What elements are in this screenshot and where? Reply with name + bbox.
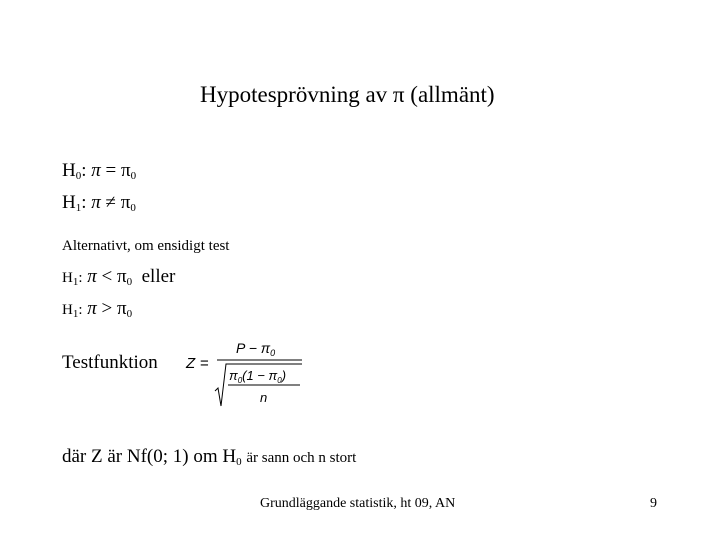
alt1-pi0-sub: 0 [126, 276, 133, 288]
h0-sub: 0 [75, 170, 82, 182]
note-part2: är sann och n stort [246, 450, 357, 466]
alt2-sub: 1 [72, 308, 79, 320]
alt1-colon: : [78, 270, 83, 286]
h0-line [62, 160, 136, 182]
formula-inner-numerator: $\pi_0(1 - \pi_0)$ [229, 368, 287, 385]
slide-title: Hypotesprövning av π (allmänt) [200, 82, 495, 107]
formula-numerator: $P - \pi_0$ [236, 340, 276, 358]
h1-pi: π [91, 192, 101, 213]
h0-colon: : [81, 160, 87, 181]
h1-label: H [62, 192, 76, 213]
alt2-op: > [101, 298, 113, 319]
alt2-colon: : [78, 302, 83, 318]
h0-pi0-sub: 0 [130, 170, 137, 182]
note-part1: där Z är Nf(0; 1) om H [62, 446, 237, 467]
h0-op: = [105, 160, 117, 181]
footer-text: Grundläggande statistik, ht 09, AN [260, 496, 456, 511]
formula-inner-denominator: n [260, 390, 268, 405]
alt1-line [62, 266, 175, 288]
alt2-pi: π [87, 298, 97, 319]
alt1-op: < [101, 266, 113, 287]
h0-label: H [62, 160, 76, 181]
h1-pi0-sub: 0 [130, 202, 136, 214]
h1-line [62, 192, 136, 214]
alt1-trailing: eller [141, 266, 176, 287]
test-label: Testfunktion [62, 352, 158, 373]
formula-eq: = [200, 355, 209, 372]
note-sub: 0 [236, 456, 242, 468]
page-number: 9 [650, 496, 657, 511]
alt1-label: H [62, 270, 73, 286]
alt1-sub: 1 [72, 276, 79, 288]
alternative-heading: Alternativt, om ensidigt test [62, 238, 230, 254]
h1-op: ≠ [105, 192, 116, 213]
z-formula [184, 338, 314, 410]
formula-z: Z [186, 355, 196, 372]
alt2-line [62, 298, 132, 320]
h1-pi0: π [120, 192, 131, 213]
note-line [62, 446, 356, 468]
alt1-pi: π [87, 266, 97, 287]
h1-colon: : [81, 192, 87, 213]
h0-pi: π [91, 160, 101, 181]
alt1-pi0: π [117, 266, 127, 287]
alt2-pi0: π [117, 298, 127, 319]
h1-sub: 1 [75, 202, 82, 214]
alt2-label: H [62, 302, 73, 318]
h0-pi0: π [121, 160, 131, 181]
alt2-pi0-sub: 0 [126, 308, 133, 320]
